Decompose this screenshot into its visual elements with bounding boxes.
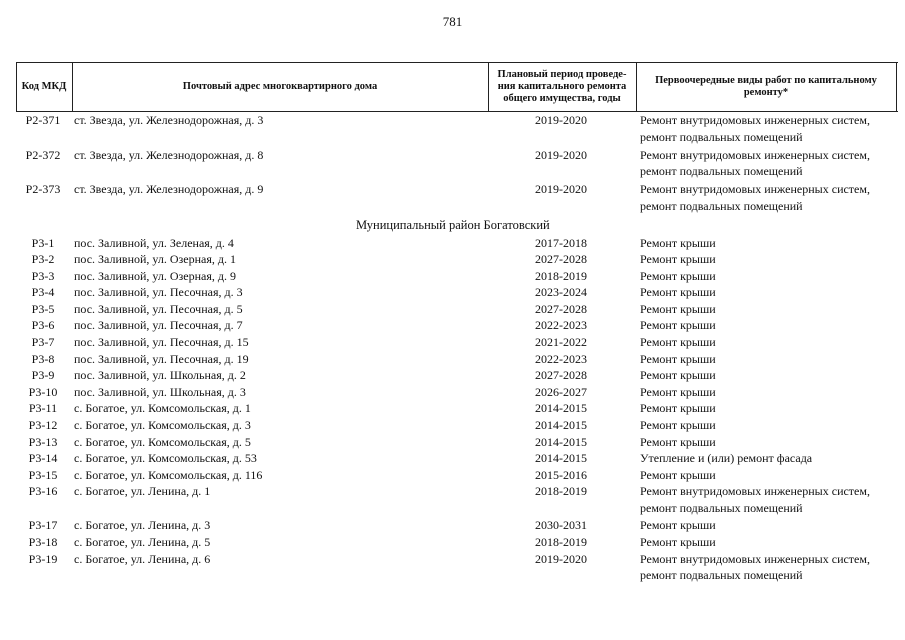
row-code: Р3-5 bbox=[31, 301, 55, 316]
table-row bbox=[16, 450, 898, 467]
row-period: 2019-2020 bbox=[535, 182, 587, 196]
table-row bbox=[16, 467, 898, 484]
row-address: пос. Заливной, ул. Школьная, д. 2 bbox=[74, 368, 246, 383]
table-row bbox=[16, 235, 898, 252]
row-address: с. Богатое, ул. Ленина, д. 3 bbox=[74, 518, 211, 533]
row-works-line: Ремонт крыши bbox=[640, 252, 716, 267]
header-code: Код МКД bbox=[21, 81, 67, 92]
rows-top bbox=[16, 112, 898, 216]
row-address: пос. Заливной, ул. Песочная, д. 5 bbox=[74, 301, 243, 316]
row-works-line: Ремонт крыши bbox=[640, 318, 716, 333]
row-period: 2018-2019 bbox=[535, 535, 587, 549]
section-heading bbox=[16, 216, 898, 235]
row-code: Р3-16 bbox=[28, 484, 58, 499]
row-works bbox=[640, 450, 898, 467]
row-works bbox=[640, 417, 898, 434]
row-period: 2019-2020 bbox=[535, 147, 587, 162]
row-address: с. Богатое, ул. Ленина, д. 5 bbox=[74, 535, 211, 549]
header-works-line: ремонту* bbox=[743, 87, 789, 98]
row-address: пос. Заливной, ул. Песочная, д. 15 bbox=[74, 335, 249, 350]
row-period: 2018-2019 bbox=[535, 268, 587, 283]
row-works bbox=[640, 301, 898, 318]
row-works-line: Ремонт крыши bbox=[640, 467, 716, 482]
table-row bbox=[16, 434, 898, 451]
table-row bbox=[16, 367, 898, 384]
row-works bbox=[640, 112, 898, 145]
row-works-line: Ремонт крыши bbox=[640, 368, 716, 383]
row-works-line: Ремонт крыши bbox=[640, 518, 716, 533]
row-address: с. Богатое, ул. Комсомольская, д. 116 bbox=[74, 467, 263, 482]
header-period-line: общего имущества, годы bbox=[503, 93, 621, 104]
row-works-line: ремонт подвальных помещений bbox=[640, 164, 803, 178]
row-works-line: Ремонт крыши bbox=[640, 535, 716, 549]
row-code: Р3-13 bbox=[28, 434, 58, 449]
row-works bbox=[640, 235, 898, 252]
row-works-line: Ремонт внутридомовых инженерных систем, bbox=[640, 147, 870, 162]
row-works-line: Ремонт крыши bbox=[640, 351, 716, 366]
table-header bbox=[16, 62, 898, 112]
header-works-line: Первоочередные виды работ по капитальному bbox=[655, 75, 877, 86]
row-works-line: Ремонт крыши bbox=[640, 418, 716, 433]
row-works bbox=[640, 317, 898, 334]
table-row bbox=[16, 384, 898, 401]
row-address: ст. Звезда, ул. Железнодорожная, д. 3 bbox=[74, 113, 264, 127]
table-row bbox=[16, 268, 898, 285]
row-works-line: Утепление и (или) ремонт фасада bbox=[640, 451, 813, 466]
row-address: с. Богатое, ул. Комсомольская, д. 1 bbox=[74, 401, 251, 416]
row-address: ст. Звезда, ул. Железнодорожная, д. 8 bbox=[74, 147, 264, 162]
row-works bbox=[640, 400, 898, 417]
row-code: Р3-8 bbox=[31, 351, 55, 366]
row-address: пос. Заливной, ул. Песочная, д. 19 bbox=[74, 351, 249, 366]
row-period: 2023-2024 bbox=[535, 285, 587, 300]
table-row bbox=[16, 517, 898, 534]
row-period: 2019-2020 bbox=[535, 113, 587, 127]
row-works-line: Ремонт внутридомовых инженерных систем, bbox=[640, 551, 870, 566]
row-works-line: Ремонт крыши bbox=[640, 335, 716, 350]
row-address: пос. Заливной, ул. Зеленая, д. 4 bbox=[74, 235, 234, 250]
row-code: Р3-2 bbox=[31, 252, 55, 267]
row-code: Р3-15 bbox=[28, 467, 58, 482]
table-row bbox=[16, 147, 898, 182]
row-works-line: Ремонт крыши bbox=[640, 235, 716, 250]
row-code: Р3-9 bbox=[31, 368, 55, 383]
row-code: Р3-17 bbox=[28, 518, 58, 533]
row-code: Р3-6 bbox=[31, 318, 55, 333]
row-works bbox=[640, 534, 898, 551]
row-works-line: Ремонт внутридомовых инженерных систем, bbox=[640, 113, 870, 127]
row-code: Р2-372 bbox=[25, 147, 61, 162]
header-works bbox=[636, 63, 896, 111]
row-address: с. Богатое, ул. Ленина, д. 1 bbox=[74, 484, 211, 499]
table-row bbox=[16, 400, 898, 417]
row-code: Р3-10 bbox=[28, 384, 58, 399]
row-period: 2015-2016 bbox=[535, 467, 587, 482]
row-works bbox=[640, 551, 898, 584]
row-works bbox=[640, 251, 898, 268]
row-period: 2014-2015 bbox=[535, 434, 587, 449]
row-works bbox=[640, 367, 898, 384]
row-period: 2017-2018 bbox=[535, 235, 587, 250]
row-works bbox=[640, 181, 898, 214]
table-row bbox=[16, 181, 898, 216]
row-code: Р3-12 bbox=[28, 418, 58, 433]
row-address: пос. Заливной, ул. Песочная, д. 7 bbox=[74, 318, 243, 333]
table-row bbox=[16, 251, 898, 268]
row-works-line: Ремонт крыши bbox=[640, 434, 716, 449]
row-address: пос. Заливной, ул. Озерная, д. 1 bbox=[74, 252, 236, 267]
row-works bbox=[640, 147, 898, 180]
header-address: Почтовый адрес многоквартирного дома bbox=[182, 81, 378, 92]
row-works-line: Ремонт крыши bbox=[640, 268, 716, 283]
row-works-line: Ремонт внутридомовых инженерных систем, bbox=[640, 484, 870, 499]
table-row bbox=[16, 317, 898, 334]
row-period: 2014-2015 bbox=[535, 451, 587, 466]
table-row bbox=[16, 112, 898, 147]
row-works-line: ремонт подвальных помещений bbox=[640, 500, 803, 515]
row-period: 2021-2022 bbox=[535, 335, 587, 350]
row-works bbox=[640, 483, 898, 516]
header-period-line: ния капитального ремонта bbox=[497, 81, 627, 92]
header-period-line: Плановый период проведе- bbox=[497, 69, 627, 80]
row-code: Р2-371 bbox=[25, 113, 61, 127]
row-works-line: Ремонт крыши bbox=[640, 285, 716, 300]
rows-bottom bbox=[16, 235, 898, 585]
row-period: 2027-2028 bbox=[535, 252, 587, 267]
row-code: Р3-14 bbox=[28, 451, 58, 466]
row-period: 2014-2015 bbox=[535, 401, 587, 416]
row-works bbox=[640, 517, 898, 534]
table-row bbox=[16, 551, 898, 585]
row-works-line: ремонт подвальных помещений bbox=[640, 198, 803, 213]
row-works bbox=[640, 384, 898, 401]
row-address: с. Богатое, ул. Комсомольская, д. 3 bbox=[74, 418, 251, 433]
table-row bbox=[16, 301, 898, 318]
header-period bbox=[488, 63, 636, 111]
row-works-line: Ремонт крыши bbox=[640, 384, 716, 399]
table-row bbox=[16, 351, 898, 368]
table-row bbox=[16, 534, 898, 551]
table-row bbox=[16, 417, 898, 434]
table-body bbox=[16, 112, 898, 585]
row-address: пос. Заливной, ул. Школьная, д. 3 bbox=[74, 384, 246, 399]
row-address: ст. Звезда, ул. Железнодорожная, д. 9 bbox=[74, 182, 264, 196]
page-number: 781 bbox=[442, 14, 463, 29]
row-code: Р3-4 bbox=[31, 285, 55, 300]
row-works-line: Ремонт крыши bbox=[640, 401, 716, 416]
row-period: 2030-2031 bbox=[535, 518, 587, 533]
row-code: Р3-18 bbox=[28, 535, 58, 549]
row-works-line: ремонт подвальных помещений bbox=[640, 568, 803, 583]
row-address: с. Богатое, ул. Ленина, д. 6 bbox=[74, 551, 211, 566]
row-period: 2019-2020 bbox=[535, 551, 587, 566]
row-works bbox=[640, 351, 898, 368]
row-works bbox=[640, 434, 898, 451]
row-works bbox=[640, 268, 898, 285]
section-title: Муниципальный район Богатовский bbox=[356, 217, 550, 232]
row-period: 2022-2023 bbox=[535, 351, 587, 366]
row-period: 2027-2028 bbox=[535, 368, 587, 383]
header-border-right bbox=[896, 63, 897, 111]
row-address: пос. Заливной, ул. Озерная, д. 9 bbox=[74, 268, 236, 283]
row-code: Р3-3 bbox=[31, 268, 55, 283]
row-period: 2018-2019 bbox=[535, 484, 587, 499]
row-works bbox=[640, 467, 898, 484]
row-works bbox=[640, 284, 898, 301]
table-row bbox=[16, 284, 898, 301]
row-address: пос. Заливной, ул. Песочная, д. 3 bbox=[74, 285, 243, 300]
table-row bbox=[16, 334, 898, 351]
row-period: 2027-2028 bbox=[535, 301, 587, 316]
row-code: Р3-11 bbox=[28, 401, 58, 416]
row-code: Р2-373 bbox=[25, 182, 61, 196]
row-code: Р3-1 bbox=[31, 235, 55, 250]
row-works bbox=[640, 334, 898, 351]
row-works-line: Ремонт внутридомовых инженерных систем, bbox=[640, 182, 870, 196]
row-address: с. Богатое, ул. Комсомольская, д. 5 bbox=[74, 434, 251, 449]
row-works-line: ремонт подвальных помещений bbox=[640, 129, 803, 144]
row-works-line: Ремонт крыши bbox=[640, 301, 716, 316]
row-code: Р3-7 bbox=[31, 335, 55, 350]
row-period: 2014-2015 bbox=[535, 418, 587, 433]
row-period: 2026-2027 bbox=[535, 384, 587, 399]
table-row bbox=[16, 483, 898, 517]
row-period: 2022-2023 bbox=[535, 318, 587, 333]
row-code: Р3-19 bbox=[28, 551, 58, 566]
row-address: с. Богатое, ул. Комсомольская, д. 53 bbox=[74, 451, 257, 466]
